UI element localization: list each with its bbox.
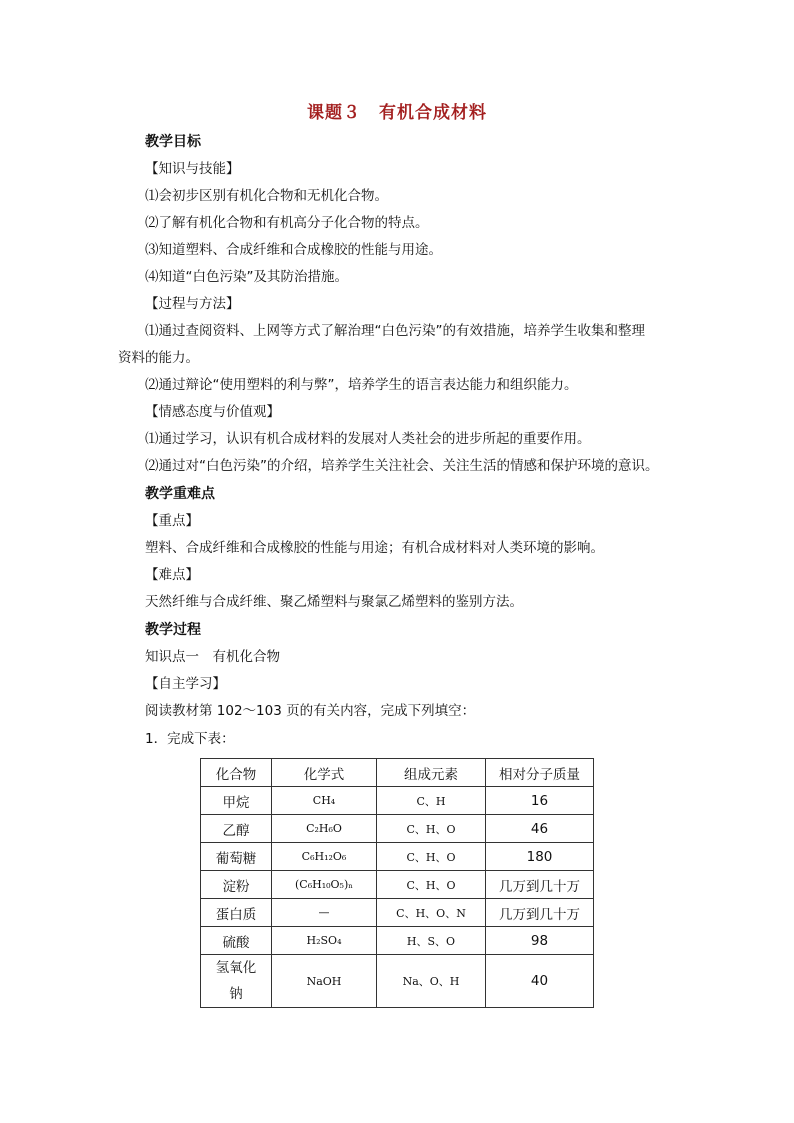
chemical-formula: C₂H₆O xyxy=(272,815,377,843)
molecular-mass: 16 xyxy=(486,787,594,815)
composition-elements: H、S、O xyxy=(377,927,486,955)
chemical-formula: H₂SO₄ xyxy=(272,927,377,955)
chemical-formula: NaOH xyxy=(272,955,377,1008)
table-row xyxy=(201,843,594,871)
subheading-attitude: 【情感态度与价值观】 xyxy=(145,404,280,420)
composition-elements: C、H、O xyxy=(377,815,486,843)
key-point-text: 塑料、合成纤维和合成橡胶的性能与用途；有机合成材料对人类环境的影响。 xyxy=(145,540,604,556)
compound-name: 硫酸 xyxy=(201,927,272,955)
table-instruction: 1．完成下表： xyxy=(145,731,235,747)
composition-elements: C、H xyxy=(377,787,486,815)
difficulty-text: 天然纤维与合成纤维、聚乙烯塑料与聚氯乙烯塑料的鉴别方法。 xyxy=(145,594,523,610)
compound-name: 蛋白质 xyxy=(201,899,272,927)
chemical-formula: CH₄ xyxy=(272,787,377,815)
subheading-difficulty: 【难点】 xyxy=(145,567,199,583)
chemical-formula: C₆H₁₂O₆ xyxy=(272,843,377,871)
subheading-key-point: 【重点】 xyxy=(145,513,199,529)
process-item: ⑵通过辩论“使用塑料的利与弊”，培养学生的语言表达能力和组织能力。 xyxy=(145,377,578,393)
molecular-mass: 几万到几十万 xyxy=(486,899,594,927)
table-row xyxy=(201,815,594,843)
attitude-item: ⑵通过对“白色污染”的介绍，培养学生关注社会、关注生活的情感和保护环境的意识。 xyxy=(145,458,659,474)
header-cell: 组成元素 xyxy=(377,759,486,787)
compound-name-text: 氢氧化钠 xyxy=(215,960,257,1002)
table-row xyxy=(201,871,594,899)
compound-name: 葡萄糖 xyxy=(201,843,272,871)
objective-item: ⑷知道“白色污染”及其防治措施。 xyxy=(145,269,348,285)
section-heading-key-points: 教学重难点 xyxy=(145,486,215,502)
subheading-self-study: 【自主学习】 xyxy=(145,676,226,692)
header-cell: 相对分子质量 xyxy=(486,759,594,787)
section-heading-objectives: 教学目标 xyxy=(145,134,201,150)
knowledge-point-title: 知识点一 有机化合物 xyxy=(145,649,280,665)
composition-elements: Na、O、H xyxy=(377,955,486,1008)
table-row xyxy=(201,927,594,955)
compound-name: 甲烷 xyxy=(201,787,272,815)
table-row xyxy=(201,899,594,927)
objective-item: ⑴会初步区别有机化合物和无机化合物。 xyxy=(145,188,388,204)
molecular-mass: 180 xyxy=(486,843,594,871)
section-heading-process: 教学过程 xyxy=(145,622,201,638)
page-title: 课题３ 有机合成材料 xyxy=(307,103,487,123)
compound-name xyxy=(201,955,272,1008)
subheading-knowledge: 【知识与技能】 xyxy=(145,161,240,177)
compound-name: 淀粉 xyxy=(201,871,272,899)
molecular-mass: 98 xyxy=(486,927,594,955)
composition-elements: C、H、O xyxy=(377,843,486,871)
molecular-mass: 46 xyxy=(486,815,594,843)
compound-table xyxy=(200,758,594,1008)
table-header-row xyxy=(201,759,594,787)
attitude-item: ⑴通过学习，认识有机合成材料的发展对人类社会的进步所起的重要作用。 xyxy=(145,431,591,447)
subheading-process: 【过程与方法】 xyxy=(145,296,240,312)
chemical-formula: — xyxy=(272,899,377,927)
reading-instruction: 阅读教材第 102～103 页的有关内容，完成下列填空： xyxy=(145,703,476,719)
composition-elements: C、H、O、N xyxy=(377,899,486,927)
header-cell: 化学式 xyxy=(272,759,377,787)
header-cell: 化合物 xyxy=(201,759,272,787)
chemical-formula: (C₆H₁₀O₅)ₙ xyxy=(272,871,377,899)
process-item-continued: 资料的能力。 xyxy=(118,350,199,366)
table-row xyxy=(201,955,594,1008)
compound-name: 乙醇 xyxy=(201,815,272,843)
process-item: ⑴通过查阅资料、上网等方式了解治理“白色污染”的有效措施，培养学生收集和整理 xyxy=(145,323,645,339)
molecular-mass: 几万到几十万 xyxy=(486,871,594,899)
molecular-mass: 40 xyxy=(486,955,594,1008)
objective-item: ⑵了解有机化合物和有机高分子化合物的特点。 xyxy=(145,215,429,231)
composition-elements: C、H、O xyxy=(377,871,486,899)
table-row xyxy=(201,787,594,815)
objective-item: ⑶知道塑料、合成纤维和合成橡胶的性能与用途。 xyxy=(145,242,442,258)
